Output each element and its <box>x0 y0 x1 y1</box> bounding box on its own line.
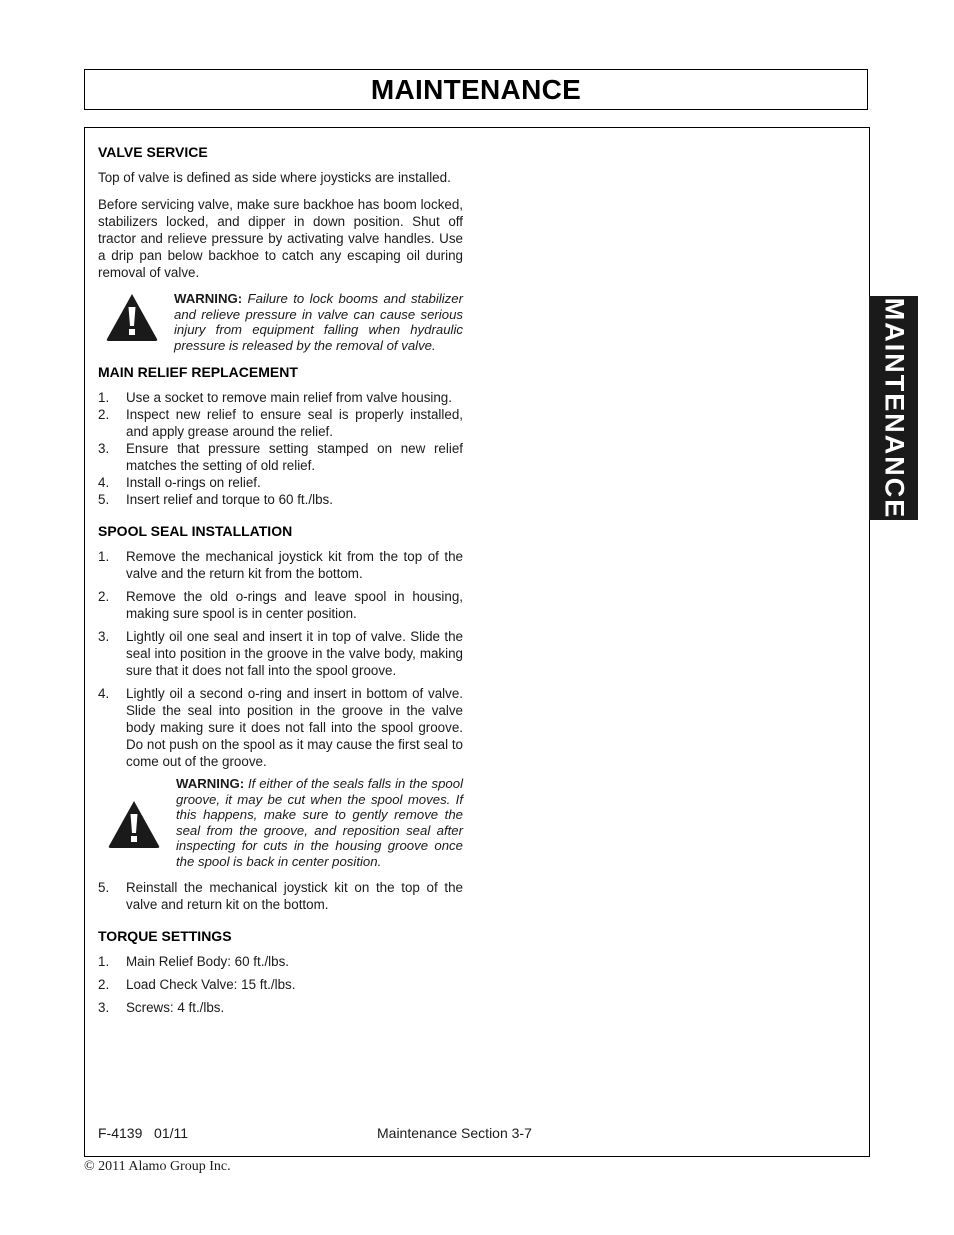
step-text: Load Check Valve: 15 ft./lbs. <box>126 977 296 992</box>
footer-doc-code: F-4139 01/11 <box>98 1125 189 1141</box>
step-number: 4. <box>98 686 110 701</box>
step-number: 1. <box>98 549 110 564</box>
warning-box-2 <box>100 776 463 869</box>
step-number: 2. <box>98 977 110 992</box>
main-relief-section <box>98 363 463 508</box>
list-item <box>98 548 463 582</box>
list-item <box>98 999 463 1016</box>
warning-text-2 <box>176 776 463 869</box>
torque-list <box>98 953 463 1016</box>
step-text: Lightly oil a second o-ring and insert in bottom of valve. Slide the seal into position in the groove in the valve body making sure it does not fall into the spool groove. Do not push on the spool as it may cause the first seal to come out of the groove. <box>126 686 463 769</box>
step-text: Reinstall the mechanical joystick kit on the top of the valve and return kit on the bottom. <box>126 880 463 912</box>
step-number: 3. <box>98 629 110 644</box>
main-column <box>98 143 463 1030</box>
warning-triangle-icon <box>106 798 162 850</box>
spool-seal-steps <box>98 548 463 770</box>
step-number: 1. <box>98 390 110 405</box>
step-number: 5. <box>98 492 110 507</box>
step-number: 3. <box>98 1000 110 1015</box>
step-text: Remove the old o-rings and leave spool in housing, making sure spool is in center position. <box>126 589 463 621</box>
step-text: Inspect new relief to ensure seal is properly installed, and apply grease around the relief. <box>126 407 463 439</box>
list-item <box>98 389 463 406</box>
footer-section-label: Maintenance Section 3-7 <box>377 1125 532 1141</box>
warning-body-2: If either of the seals falls in the spool groove, it may be cut when the spool moves. If this happens, make sure to gently remove the seal from the groove, and reposition seal after inspecting for cuts in the housing groove once the spool is back in center position. <box>176 776 463 869</box>
list-item <box>98 953 463 970</box>
step-text: Ensure that pressure setting stamped on new relief matches the setting of old relief. <box>126 441 463 473</box>
step-number: 2. <box>98 407 110 422</box>
step-number: 2. <box>98 589 110 604</box>
warning-triangle-icon <box>104 291 160 343</box>
side-tab <box>869 296 918 520</box>
torque-section <box>98 927 463 1016</box>
spool-seal-step-5 <box>98 879 463 913</box>
step-text: Insert relief and torque to 60 ft./lbs. <box>126 492 333 507</box>
copyright-notice: © 2011 Alamo Group Inc. <box>84 1159 231 1174</box>
warning-box-1 <box>98 291 463 353</box>
warning-label-1: WARNING: <box>174 291 243 306</box>
step-text: Remove the mechanical joystick kit from the top of the valve and the return kit from the bottom. <box>126 549 463 581</box>
step-text: Lightly oil one seal and insert it in top of valve. Slide the seal into position in the groove in the valve body, making sure that it does not fall into the spool groove. <box>126 629 463 678</box>
step-text: Screws: 4 ft./lbs. <box>126 1000 225 1015</box>
valve-service-para-2: Before servicing valve, make sure backhoe has boom locked, stabilizers locked, and dipper in down position. Shut off tractor and relieve pressure by activating valve handles. Use a drip pan below backhoe to catch any escaping oil during removal of valve. <box>98 197 463 280</box>
step-number: 3. <box>98 441 110 456</box>
torque-heading: TORQUE SETTINGS <box>98 928 232 944</box>
valve-service-para-1: Top of valve is defined as side where joysticks are installed. <box>98 170 451 185</box>
list-item <box>98 685 463 770</box>
list-item <box>98 440 463 474</box>
list-item <box>98 474 463 491</box>
step-number: 1. <box>98 954 110 969</box>
step-number: 4. <box>98 475 110 490</box>
valve-service-heading: VALVE SERVICE <box>98 144 208 160</box>
side-tab-label: MAINTENANCE <box>879 297 909 519</box>
list-item <box>98 628 463 679</box>
step-number: 5. <box>98 880 110 895</box>
list-item <box>98 976 463 993</box>
step-text: Use a socket to remove main relief from valve housing. <box>126 390 452 405</box>
list-item <box>98 588 463 622</box>
page-header <box>84 69 868 110</box>
step-text: Install o-rings on relief. <box>126 475 261 490</box>
list-item <box>98 491 463 508</box>
step-text: Main Relief Body: 60 ft./lbs. <box>126 954 289 969</box>
valve-service-section <box>98 143 463 353</box>
list-item <box>98 406 463 440</box>
warning-text-1 <box>174 291 463 353</box>
spool-seal-heading: SPOOL SEAL INSTALLATION <box>98 523 293 539</box>
list-item <box>98 879 463 913</box>
warning-body-1: Failure to lock booms and stabilizer and relieve pressure in valve can cause serious injury from equipment falling when hydraulic pressure is released by the removal of valve. <box>174 291 463 353</box>
spool-seal-section <box>98 522 463 913</box>
warning-label-2: WARNING: <box>176 776 245 791</box>
main-relief-heading: MAIN RELIEF REPLACEMENT <box>98 364 298 380</box>
header-title: MAINTENANCE <box>370 73 582 105</box>
main-relief-steps <box>98 389 463 508</box>
